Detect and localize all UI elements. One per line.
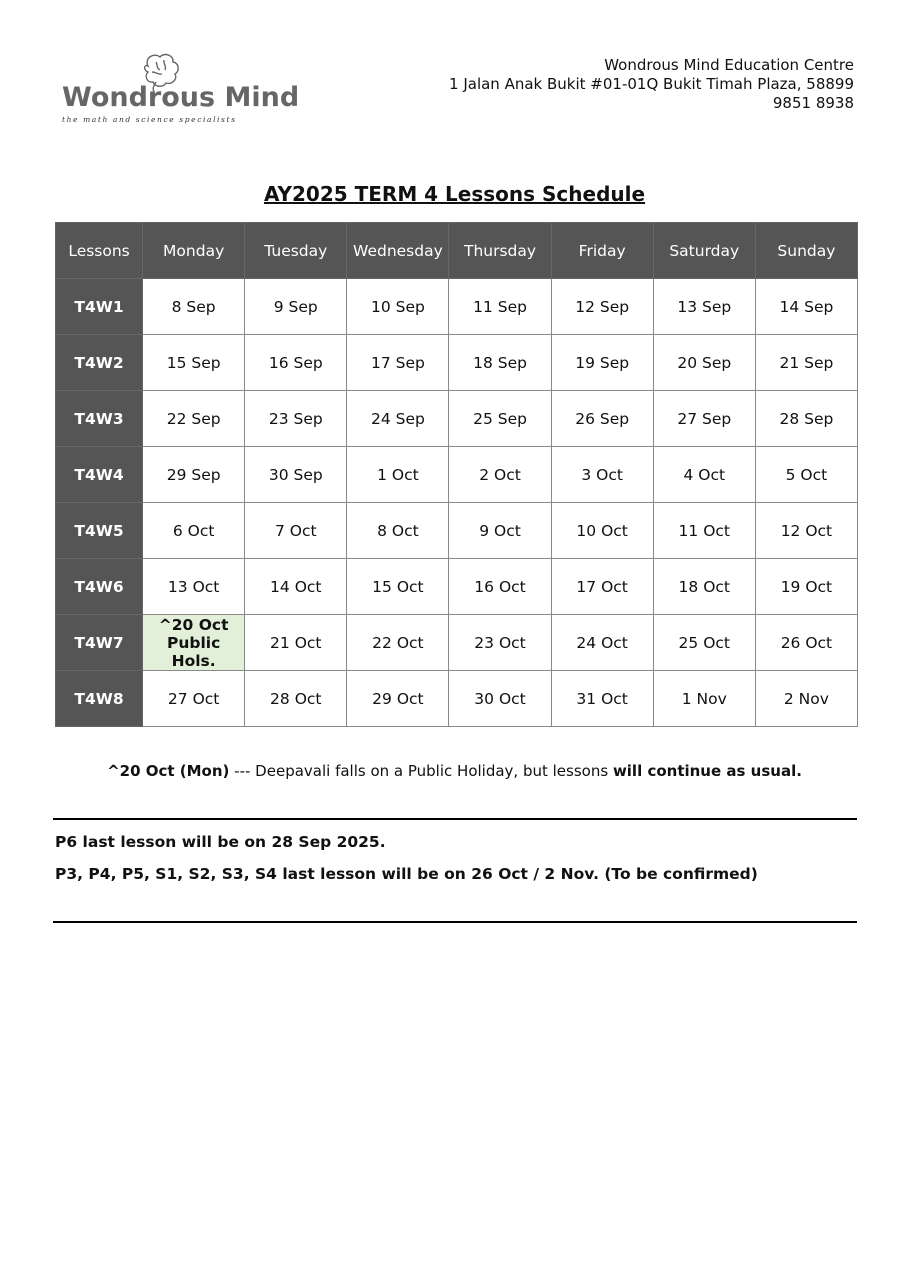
date-cell: 8 Oct: [347, 503, 449, 559]
date-cell: 23 Sep: [245, 391, 347, 447]
date-cell: 28 Sep: [755, 391, 857, 447]
holiday-note: [0, 762, 909, 780]
date-cell: 18 Sep: [449, 335, 551, 391]
date-cell: 10 Sep: [347, 279, 449, 335]
note-conclusion: will continue as usual.: [612, 762, 802, 780]
date-cell: 18 Oct: [653, 559, 755, 615]
date-cell: 16 Oct: [449, 559, 551, 615]
page-title: AY2025 TERM 4 Lessons Schedule: [263, 182, 646, 206]
date-cell: 20 Sep: [653, 335, 755, 391]
date-cell: 4 Oct: [653, 447, 755, 503]
date-cell: 22 Oct: [347, 615, 449, 671]
date-cell: 23 Oct: [449, 615, 551, 671]
note-date: ^20 Oct (Mon): [107, 762, 230, 780]
divider-top: [53, 818, 857, 820]
date-cell: 30 Sep: [245, 447, 347, 503]
logo-tagline: the math and science specialists: [62, 115, 237, 124]
table-header-row: [56, 223, 858, 279]
holiday-cell-line: ^20 Oct: [158, 615, 229, 634]
date-cell: 14 Oct: [245, 559, 347, 615]
date-cell: 9 Oct: [449, 503, 551, 559]
date-cell: 22 Sep: [143, 391, 245, 447]
header-tuesday: Tuesday: [245, 223, 347, 279]
week-label: T4W5: [56, 503, 143, 559]
header-friday: Friday: [551, 223, 653, 279]
date-cell: 15 Sep: [143, 335, 245, 391]
date-cell: 11 Sep: [449, 279, 551, 335]
header-saturday: Saturday: [653, 223, 755, 279]
date-cell: 24 Sep: [347, 391, 449, 447]
week-label: T4W1: [56, 279, 143, 335]
date-cell: 27 Oct: [143, 671, 245, 727]
date-cell: 31 Oct: [551, 671, 653, 727]
header-thursday: Thursday: [449, 223, 551, 279]
date-cell: 10 Oct: [551, 503, 653, 559]
date-cell: 21 Oct: [245, 615, 347, 671]
table-row: [56, 615, 858, 671]
date-cell: 5 Oct: [755, 447, 857, 503]
date-cell: 26 Sep: [551, 391, 653, 447]
week-label: T4W2: [56, 335, 143, 391]
table-row: [56, 503, 858, 559]
date-cell: 28 Oct: [245, 671, 347, 727]
date-cell: 1 Nov: [653, 671, 755, 727]
date-cell: 25 Oct: [653, 615, 755, 671]
date-cell: 13 Sep: [653, 279, 755, 335]
centre-address: 1 Jalan Anak Bukit #01-01Q Bukit Timah Plaza, 58899: [449, 75, 854, 93]
date-cell: 30 Oct: [449, 671, 551, 727]
other-levels-last-lesson-notice: P3, P4, P5, S1, S2, S3, S4 last lesson will be on 26 Oct / 2 Nov. (To be confirmed): [55, 865, 758, 883]
date-cell: 13 Oct: [143, 559, 245, 615]
table-row: [56, 279, 858, 335]
date-cell: 17 Sep: [347, 335, 449, 391]
centre-phone: 9851 8938: [772, 94, 854, 112]
p6-last-lesson-notice: P6 last lesson will be on 28 Sep 2025.: [55, 833, 386, 851]
table-row: [56, 671, 858, 727]
date-cell: 9 Sep: [245, 279, 347, 335]
centre-name: Wondrous Mind Education Centre: [604, 56, 854, 74]
week-label: T4W3: [56, 391, 143, 447]
date-cell: 2 Oct: [449, 447, 551, 503]
note-text: --- Deepavali falls on a Public Holiday, but lessons: [229, 762, 613, 780]
table-row: [56, 335, 858, 391]
public-holiday-cell: [143, 615, 245, 671]
table-row: [56, 391, 858, 447]
date-cell: 24 Oct: [551, 615, 653, 671]
logo: [60, 52, 300, 126]
header-wednesday: Wednesday: [347, 223, 449, 279]
date-cell: 25 Sep: [449, 391, 551, 447]
holiday-cell-line: Hols.: [171, 651, 216, 670]
date-cell: 29 Sep: [143, 447, 245, 503]
date-cell: 12 Sep: [551, 279, 653, 335]
date-cell: 21 Sep: [755, 335, 857, 391]
header-sunday: Sunday: [755, 223, 857, 279]
date-cell: 29 Oct: [347, 671, 449, 727]
week-label: T4W8: [56, 671, 143, 727]
table-row: [56, 447, 858, 503]
date-cell: 12 Oct: [755, 503, 857, 559]
logo-wordmark: Wondrous Mind: [62, 82, 300, 113]
date-cell: 1 Oct: [347, 447, 449, 503]
date-cell: 8 Sep: [143, 279, 245, 335]
brain-logo-icon: [60, 52, 300, 126]
header-lessons: Lessons: [56, 223, 143, 279]
date-cell: 6 Oct: [143, 503, 245, 559]
date-cell: 11 Oct: [653, 503, 755, 559]
date-cell: 2 Nov: [755, 671, 857, 727]
date-cell: 17 Oct: [551, 559, 653, 615]
schedule-table: [55, 222, 858, 727]
week-label: T4W4: [56, 447, 143, 503]
date-cell: 3 Oct: [551, 447, 653, 503]
date-cell: 19 Oct: [755, 559, 857, 615]
week-label: T4W6: [56, 559, 143, 615]
table-row: [56, 559, 858, 615]
header-monday: Monday: [143, 223, 245, 279]
week-label: T4W7: [56, 615, 143, 671]
date-cell: 14 Sep: [755, 279, 857, 335]
divider-bottom: [53, 921, 857, 923]
date-cell: 27 Sep: [653, 391, 755, 447]
date-cell: 7 Oct: [245, 503, 347, 559]
date-cell: 26 Oct: [755, 615, 857, 671]
centre-contact-block: [449, 56, 854, 113]
date-cell: 16 Sep: [245, 335, 347, 391]
date-cell: 19 Sep: [551, 335, 653, 391]
holiday-cell-line: Public: [167, 633, 221, 652]
date-cell: 15 Oct: [347, 559, 449, 615]
